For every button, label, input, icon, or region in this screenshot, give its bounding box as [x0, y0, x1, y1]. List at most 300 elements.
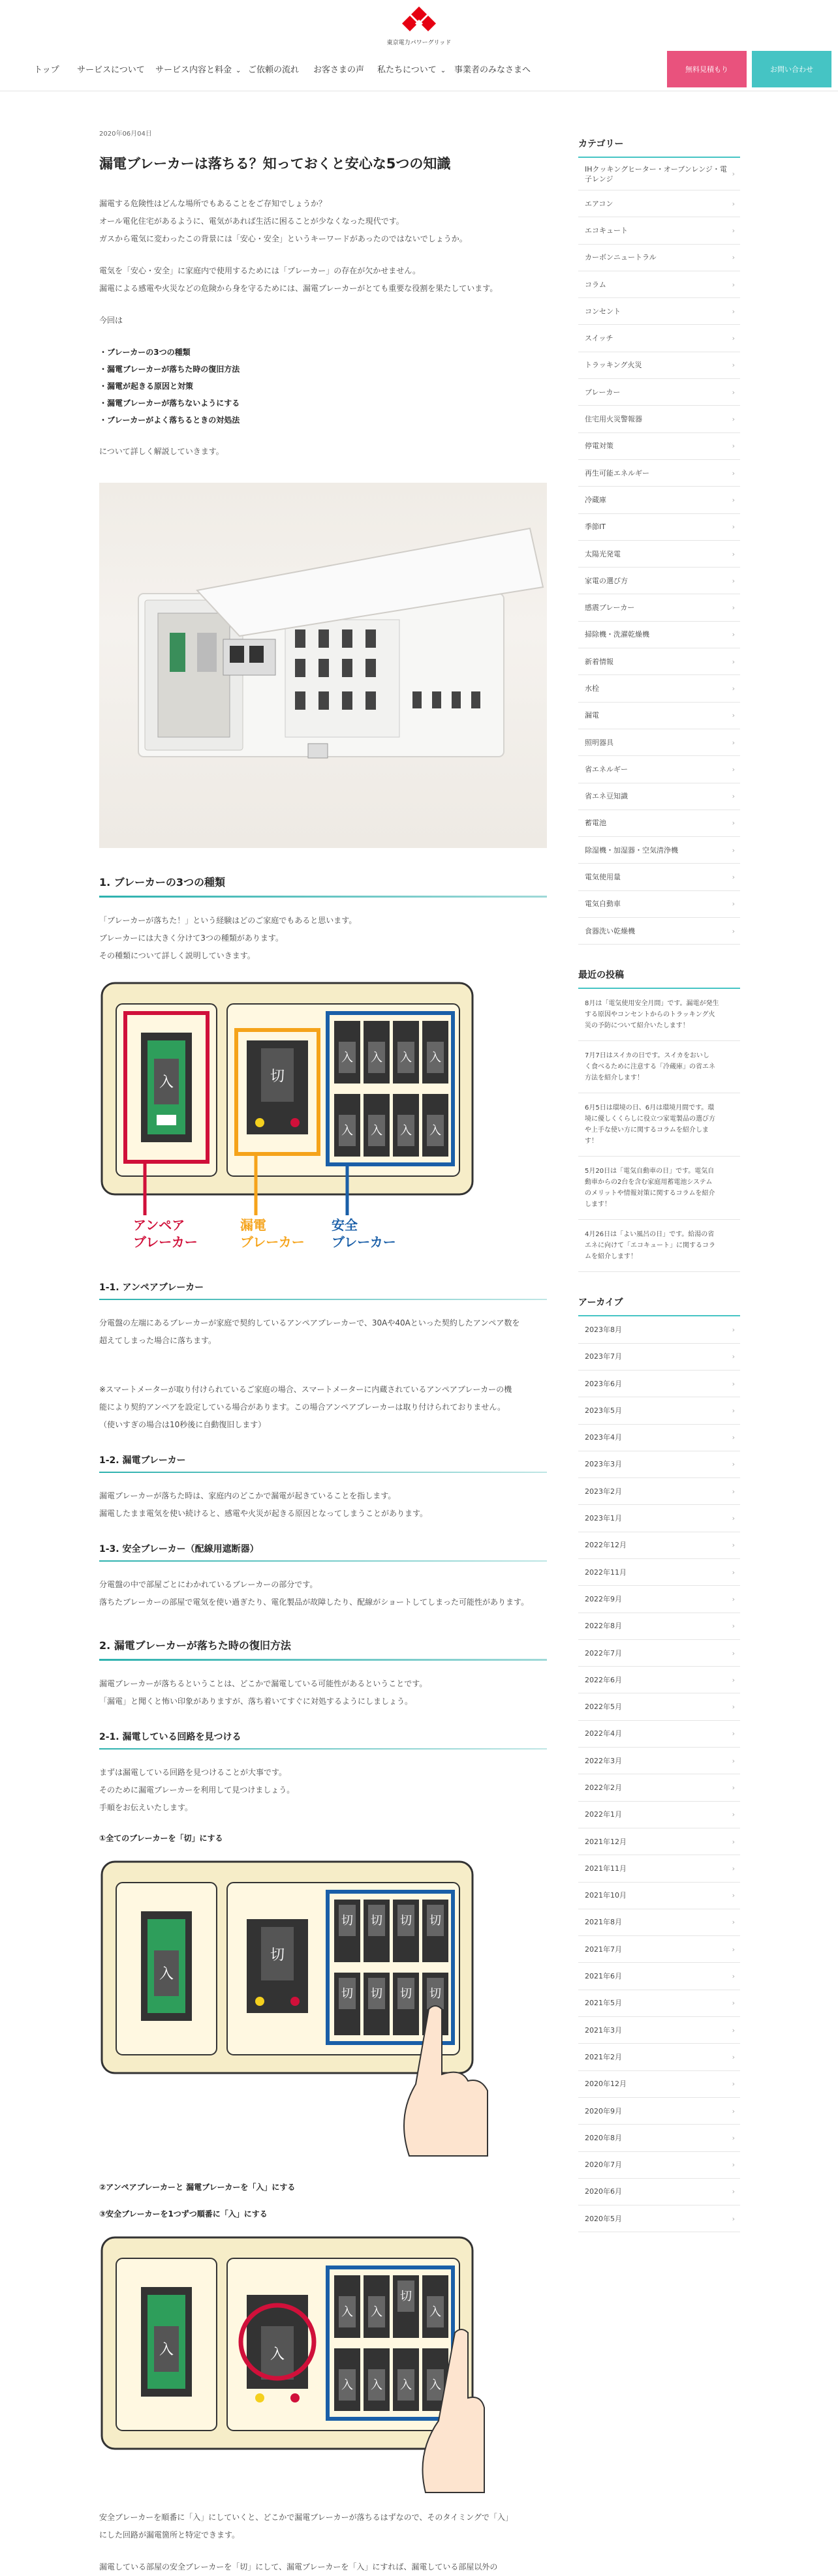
category-item-label: スイッチ	[585, 334, 613, 343]
chevron-right-icon: ›	[732, 1891, 735, 1900]
archive-item-label: 2021年11月	[585, 1864, 627, 1873]
category-item-label: トラッキング火災	[585, 361, 642, 370]
recent-post-link[interactable]	[578, 989, 740, 1041]
recent-post-line: や上手な使い方に関するコラムを紹介しま	[585, 1127, 709, 1134]
archive-item[interactable]	[578, 1909, 740, 1936]
leak-switch-label: 入	[270, 2346, 285, 2363]
chevron-right-icon: ›	[732, 1352, 735, 1361]
recent-post-line: 8月は「電気使用安全月間」です。漏電が発生	[585, 1000, 719, 1008]
archive-item-label: 2022年6月	[585, 1675, 622, 1684]
recent-post-link[interactable]	[578, 1093, 740, 1157]
chevron-right-icon: ›	[732, 199, 735, 208]
category-item-label: エコキュート	[585, 226, 628, 235]
text-line: ブレーカーには大きく分けて3つの種類があります。	[99, 933, 283, 943]
archive-item-label: 2021年5月	[585, 1999, 622, 2008]
archive-item[interactable]	[578, 1316, 740, 1343]
category-item[interactable]	[578, 460, 740, 487]
switch-on-text: 入	[341, 2305, 353, 2319]
section-heading-1: 1. ブレーカーの3つの種類	[99, 874, 547, 898]
step-3-diagram	[99, 2235, 491, 2496]
amp-switch-label: 入	[159, 2342, 174, 2358]
category-item-label: 照明器具	[585, 738, 613, 747]
text-line: 電気を「安心・安全」に家庭内で使用するためには「ブレーカー」の存在が欠かせません。	[99, 266, 421, 275]
archive-item[interactable]	[578, 1855, 740, 1882]
chevron-right-icon: ›	[732, 442, 735, 451]
text-line: （使いすぎの場合は10秒後に自動復旧します）	[99, 1420, 266, 1429]
subsection-2-1-text	[99, 1764, 547, 1817]
logo-text: 東京電力パワーグリッド	[386, 40, 452, 46]
chevron-right-icon: ›	[732, 2080, 735, 2089]
archive-item-label: 2020年9月	[585, 2106, 622, 2115]
category-item-label: 漏電	[585, 711, 599, 720]
step-3-result-text	[99, 2509, 547, 2576]
category-item-label: 停電対策	[585, 442, 613, 451]
chevron-right-icon: ›	[732, 495, 735, 504]
amp-switch-label: 入	[159, 1966, 174, 1982]
text-line: その種類について詳しく説明していきます。	[99, 951, 255, 960]
recent-post-line: 災の予防について紹介いたします！	[585, 1022, 689, 1030]
category-item-label: 再生可能エネルギー	[585, 468, 649, 477]
category-item[interactable]	[578, 352, 740, 379]
switch-off-text: 切	[341, 1987, 353, 2001]
chevron-right-icon: ›	[732, 1756, 735, 1765]
archive-item-label: 2020年7月	[585, 2160, 622, 2170]
archive-item[interactable]	[578, 1532, 740, 1559]
archive-item-label: 2020年5月	[585, 2214, 622, 2223]
recent-post-line: のメリットや情報対策に関するコラムを紹介	[585, 1190, 715, 1198]
nav-pricing[interactable]	[155, 63, 241, 75]
category-item-label: 太陽光発電	[585, 549, 621, 558]
recent-post-link[interactable]	[578, 1041, 740, 1093]
chevron-right-icon: ›	[732, 1487, 735, 1496]
archive-item-label: 2021年8月	[585, 1918, 622, 1927]
text-line: ※スマートメーターが取り付けられているご家庭の場合、スマートメーターに内蔵されているアンペアブレーカーの機	[99, 1385, 512, 1394]
recent-post-line: 動車からの2台を含む家庭用蓄電池システム	[585, 1179, 713, 1187]
category-item[interactable]	[578, 245, 740, 271]
category-item-label: 住宅用火災警報器	[585, 415, 642, 424]
switch-off-text: 切	[429, 1914, 441, 1928]
category-item[interactable]	[578, 648, 740, 675]
category-item[interactable]	[578, 298, 740, 325]
category-item[interactable]	[578, 158, 740, 190]
section-heading-2: 2. 漏電ブレーカーが落ちた時の復旧方法	[99, 1637, 547, 1661]
archive-item-label: 2022年2月	[585, 1783, 622, 1792]
switch-off-text: 切	[371, 1914, 382, 1928]
category-item[interactable]	[578, 190, 740, 217]
recent-post-line: 5月20日は「電気自動車の日」です。電気自	[585, 1168, 715, 1175]
category-item[interactable]	[578, 541, 740, 568]
archive-item[interactable]	[578, 1478, 740, 1505]
archive-item[interactable]	[578, 2179, 740, 2205]
archive-item[interactable]	[578, 1990, 740, 2017]
category-item[interactable]	[578, 783, 740, 810]
category-item-label: 除湿機・加湿器・空気清浄機	[585, 845, 678, 855]
category-item[interactable]	[578, 568, 740, 594]
article	[99, 128, 547, 2576]
chevron-right-icon: ›	[732, 1648, 735, 1658]
nav-business[interactable]: 事業者のみなさまへ	[454, 65, 531, 75]
subsection-1-1-note	[99, 1381, 547, 1434]
category-item-label: 家電の選び方	[585, 576, 628, 585]
category-item-label: 省エネ豆知識	[585, 792, 628, 801]
archive-item[interactable]	[578, 1613, 740, 1640]
switch-off-text: 切	[429, 1987, 441, 2001]
chevron-right-icon: ›	[732, 2133, 735, 2142]
logo-mark-icon	[401, 5, 437, 34]
category-item[interactable]	[578, 271, 740, 298]
switch-off-text: 切	[400, 1987, 412, 2001]
archive-item[interactable]	[578, 1936, 740, 1963]
archive-item-label: 2022年1月	[585, 1810, 622, 1819]
switch-on-text: 入	[400, 1051, 412, 1065]
chevron-right-icon: ›	[732, 523, 735, 532]
list-item: ・漏電ブレーカーが落ちた時の復旧方法	[99, 365, 240, 374]
chevron-right-icon: ›	[732, 684, 735, 693]
nav-service[interactable]: サービスについて	[77, 65, 145, 75]
archive-item-label: 2023年3月	[585, 1460, 622, 1469]
chevron-down-icon: ⌄	[236, 67, 241, 74]
archive-item-label: 2022年4月	[585, 1729, 622, 1738]
list-item: ・漏電が起きる原因と対策	[99, 382, 194, 391]
archive-item-label: 2020年12月	[585, 2080, 627, 2089]
category-item-label: IHクッキングヒーター・オーブンレンジ・電子レンジ	[585, 164, 727, 183]
category-item[interactable]	[578, 703, 740, 729]
switch-on-text: 入	[429, 1051, 441, 1065]
chevron-right-icon: ›	[732, 1945, 735, 1954]
archive-item[interactable]	[578, 1883, 740, 1909]
category-item[interactable]	[578, 379, 740, 406]
text-line: まずは漏電している回路を見つけることが大事です。	[99, 1768, 287, 1777]
category-item[interactable]	[578, 675, 740, 702]
chevron-right-icon: ›	[732, 1918, 735, 1927]
category-item[interactable]	[578, 729, 740, 756]
archive-item[interactable]	[578, 1693, 740, 1720]
switch-on-text: 入	[429, 2378, 441, 2392]
subsection-heading-1-2: 1-2. 漏電ブレーカー	[99, 1453, 547, 1473]
chevron-right-icon: ›	[732, 387, 735, 397]
text-line: 漏電ブレーカーが落ちた時は、家庭内のどこかで漏電が起きていることを指します。	[99, 1491, 396, 1500]
breaker-photo-illustration	[99, 483, 547, 848]
recent-post-line: ムを紹介します！	[585, 1253, 637, 1261]
archive-item[interactable]	[578, 1828, 740, 1855]
page-title: 漏電ブレーカーは落ちる？知っておくと安心な5つの知識	[99, 156, 451, 172]
breaker-types-diagram	[99, 980, 475, 1261]
safe-breaker-label-1: 安全	[332, 1217, 358, 1233]
switch-on-text: 入	[341, 1051, 353, 1065]
chevron-right-icon: ›	[732, 1514, 735, 1523]
nav-top[interactable]: トップ	[34, 65, 59, 75]
chevron-right-icon: ›	[732, 1729, 735, 1738]
safe-breaker-label-2: ブレーカー	[332, 1234, 396, 1250]
chevron-right-icon: ›	[732, 415, 735, 424]
chevron-right-icon: ›	[732, 926, 735, 935]
chevron-right-icon: ›	[732, 1433, 735, 1442]
chevron-right-icon: ›	[732, 819, 735, 828]
chevron-right-icon: ›	[732, 1594, 735, 1603]
list-item: ・ブレーカーの3つの種類	[99, 348, 191, 357]
archive-item[interactable]	[578, 1802, 740, 1828]
category-list	[578, 158, 740, 945]
chevron-right-icon: ›	[732, 657, 735, 666]
chevron-right-icon: ›	[732, 549, 735, 558]
text-line: 「ブレーカーが落ちた！」という経験はどのご家庭でもあると思います。	[99, 916, 357, 925]
subsection-heading-1-3: 1-3. 安全ブレーカー（配線用遮断器）	[99, 1542, 547, 1562]
intro-paragraph-2	[99, 262, 547, 297]
archive-item-label: 2021年2月	[585, 2052, 622, 2061]
category-item[interactable]	[578, 325, 740, 352]
archive-item[interactable]	[578, 2152, 740, 2179]
category-item[interactable]	[578, 918, 740, 945]
chevron-right-icon: ›	[732, 845, 735, 855]
switch-on-text: 入	[341, 2378, 353, 2392]
archive-item[interactable]	[578, 1559, 740, 1586]
chevron-right-icon: ›	[732, 900, 735, 909]
archive-item-label: 2023年1月	[585, 1514, 622, 1523]
text-line: そのために漏電ブレーカーを利用して見つけましょう。	[99, 1785, 295, 1795]
site-logo[interactable]	[386, 5, 452, 46]
text-line: 能により契約アンペアを設定している場合があります。この場合アンペアブレーカーは取り付けられておりません。	[99, 1402, 506, 1412]
category-item-label: 水栓	[585, 684, 599, 693]
switch-on-text: 入	[371, 2305, 382, 2319]
section-2-text	[99, 1675, 547, 1710]
switch-on-text: 入	[429, 1124, 441, 1138]
archive-item-label: 2023年4月	[585, 1433, 622, 1442]
chevron-right-icon: ›	[732, 576, 735, 585]
chevron-right-icon: ›	[732, 1703, 735, 1712]
category-item[interactable]	[578, 217, 740, 244]
archive-item[interactable]	[578, 1425, 740, 1451]
category-item-label: 掃除機・洗濯乾燥機	[585, 630, 649, 639]
subsection-1-2-text	[99, 1487, 547, 1523]
chevron-down-icon: ⌄	[440, 67, 446, 74]
archive-item[interactable]	[578, 2017, 740, 2044]
switch-on-text: 入	[371, 2378, 382, 2392]
leak-breaker-label-2: ブレーカー	[240, 1234, 305, 1250]
amp-breaker-label-2: ブレーカー	[133, 1234, 198, 1250]
archive-item-label: 2021年10月	[585, 1891, 627, 1900]
category-heading: カテゴリー	[578, 137, 740, 158]
archive-item-label: 2021年7月	[585, 1945, 622, 1954]
archive-item-label: 2022年3月	[585, 1756, 622, 1765]
recent-post-line: エネに向けて「エコキュート」に関するコラ	[585, 1242, 715, 1250]
archive-item[interactable]	[578, 1640, 740, 1667]
text-line: 漏電したまま電気を使い続けると、感電や火災が起きる原因となってしまうことがあります。	[99, 1509, 428, 1518]
archive-item[interactable]	[578, 1586, 740, 1613]
category-item-label: 冷蔵庫	[585, 495, 606, 504]
archive-item[interactable]	[578, 2125, 740, 2151]
chevron-right-icon: ›	[732, 1460, 735, 1469]
text-line: 「漏電」と聞くと怖い印象がありますが、落ち着いてすぐに対処するようにしましょう。	[99, 1697, 413, 1706]
recent-post-line: 6月5日は環境の日、6月は環境月間です。環	[585, 1104, 715, 1112]
estimate-button[interactable]: 無料見積もり	[667, 51, 747, 87]
chevron-right-icon: ›	[732, 170, 735, 178]
archive-item[interactable]	[578, 1371, 740, 1397]
recent-post-line: する原因やコンセントからのトラッキング火	[585, 1011, 715, 1019]
nav-pricing-label: サービス内容と料金	[155, 65, 232, 75]
category-item-label: ブレーカー	[585, 387, 621, 397]
recent-post-line: 4月26日は「よい風呂の日」です。給湯の省	[585, 1231, 715, 1239]
amp-breaker-label-1: アンペア	[133, 1217, 185, 1233]
archive-item[interactable]	[578, 1397, 740, 1424]
category-item-label: 食器洗い乾燥機	[585, 926, 635, 935]
chevron-right-icon: ›	[732, 1810, 735, 1819]
recent-post-line: 方法を紹介します！	[585, 1074, 644, 1082]
archive-item-label: 2023年2月	[585, 1487, 622, 1496]
archive-item-label: 2023年6月	[585, 1379, 622, 1388]
chevron-right-icon: ›	[732, 1864, 735, 1873]
chevron-right-icon: ›	[732, 1406, 735, 1415]
category-item[interactable]	[578, 406, 740, 432]
topic-list	[99, 344, 547, 429]
chevron-right-icon: ›	[732, 792, 735, 801]
category-item[interactable]	[578, 864, 740, 890]
step-1-diagram	[99, 1859, 491, 2166]
nav-flow[interactable]: ご依頼の流れ	[248, 65, 300, 75]
archive-item[interactable]	[578, 1667, 740, 1693]
archive-item[interactable]	[578, 1774, 740, 1801]
archive-item[interactable]	[578, 2044, 740, 2070]
recent-post-line: く食べるために注意する「冷蔵庫」の省エネ	[585, 1063, 715, 1071]
leak-breaker-label-1: 漏電	[240, 1217, 266, 1233]
list-item: ・ブレーカーがよく落ちるときの対処法	[99, 416, 240, 425]
today-text: 今回は	[99, 316, 123, 325]
chevron-right-icon: ›	[732, 468, 735, 477]
nav-voice[interactable]: お客さまの声	[313, 65, 365, 75]
explain-text: について詳しく解説していきます。	[99, 447, 224, 456]
contact-button[interactable]: お問い合わせ	[752, 51, 831, 87]
chevron-right-icon: ›	[732, 1837, 735, 1846]
switch-off-text: 切	[371, 1987, 382, 2001]
switch-off-text: 切	[400, 2290, 412, 2303]
category-item-label: 新着情報	[585, 657, 613, 666]
archive-item-label: 2020年6月	[585, 2187, 622, 2196]
recent-posts-list	[578, 989, 740, 1272]
recent-post-link[interactable]	[578, 1220, 740, 1272]
chevron-right-icon: ›	[732, 2160, 735, 2170]
archive-item-label: 2021年3月	[585, 2025, 622, 2035]
recent-post-link[interactable]	[578, 1157, 740, 1220]
text-line: 落ちたブレーカーの部屋で電気を使い過ぎたり、電化製品が故障したり、配線がショートしてしまった可能性があります。	[99, 1598, 529, 1607]
site-header	[0, 0, 838, 91]
archive-item[interactable]	[578, 1963, 740, 1990]
category-item[interactable]	[578, 514, 740, 541]
post-date: 2020年06月04日	[99, 130, 152, 138]
subsection-heading-2-1: 2-1. 漏電している回路を見つける	[99, 1730, 547, 1750]
category-item-label: 電気自動車	[585, 900, 621, 909]
archive-item-label: 2021年12月	[585, 1837, 627, 1846]
text-line: 漏電ブレーカーが落ちるということは、どこかで漏電している可能性があるということです。	[99, 1679, 427, 1688]
chevron-right-icon: ›	[732, 603, 735, 613]
text-line: ガスから電気に変わったこの背景には「安心・安全」というキーワードがあったのではないでしょうか。	[99, 234, 467, 243]
category-item[interactable]	[578, 487, 740, 513]
recent-post-line: 7月7日はスイカの日です。スイカをおいし	[585, 1052, 709, 1060]
category-item[interactable]	[578, 594, 740, 621]
archive-item[interactable]	[578, 1505, 740, 1532]
category-item[interactable]	[578, 891, 740, 918]
switch-on-text: 入	[400, 1124, 412, 1138]
nav-about[interactable]	[377, 63, 446, 75]
switch-on-text: 入	[341, 1124, 353, 1138]
category-item-label: 省エネルギー	[585, 765, 628, 774]
switch-off-text: 切	[400, 1914, 412, 1928]
chevron-right-icon: ›	[732, 2025, 735, 2035]
archive-item[interactable]	[578, 1451, 740, 1478]
chevron-right-icon: ›	[732, 630, 735, 639]
text-line: 漏電している部屋の安全ブレーカーを「切」にして、漏電ブレーカーを「入」にすれば、漏電している部屋以外の	[99, 2562, 498, 2571]
category-item[interactable]	[578, 837, 740, 864]
subsection-1-1-text	[99, 1314, 547, 1350]
subsection-heading-1-1: 1-1. アンペアブレーカー	[99, 1280, 547, 1300]
archive-item-label: 2023年8月	[585, 1325, 622, 1334]
archive-item[interactable]	[578, 1344, 740, 1371]
text-line: 手順をお伝えいたします。	[99, 1803, 193, 1812]
leak-switch-label: 切	[270, 1068, 285, 1085]
text-line: 分電盤の中で部屋ごとにわかれているブレーカーの部分です。	[99, 1580, 318, 1589]
sidebar	[578, 137, 740, 2232]
step-3-heading: ③安全ブレーカーを1つずつ順番に「入」にする	[99, 2209, 268, 2219]
category-item-label: 蓄電池	[585, 819, 606, 828]
chevron-right-icon: ›	[732, 873, 735, 882]
archive-heading: アーカイブ	[578, 1296, 740, 1316]
category-item[interactable]	[578, 622, 740, 648]
text-line: 漏電する危険性はどんな場所でもあることをご存知でしょうか？	[99, 199, 327, 208]
text-line: にした回路が漏電箇所と特定できます。	[99, 2530, 240, 2539]
intro-paragraph-1	[99, 195, 547, 248]
category-item-label: エアコン	[585, 199, 613, 208]
chevron-right-icon: ›	[732, 2214, 735, 2223]
archive-item[interactable]	[578, 2205, 740, 2232]
text-line: 超えてしまった場合に落ちます。	[99, 1336, 217, 1345]
chevron-right-icon: ›	[732, 711, 735, 720]
archive-item[interactable]	[578, 2098, 740, 2125]
archive-item-label: 2023年7月	[585, 1352, 622, 1361]
archive-item[interactable]	[578, 2071, 740, 2098]
chevron-right-icon: ›	[732, 361, 735, 370]
archive-item-label: 2022年5月	[585, 1703, 622, 1712]
switch-on-text: 入	[371, 1051, 382, 1065]
chevron-right-icon: ›	[732, 1783, 735, 1792]
archive-item-label: 2022年9月	[585, 1594, 622, 1603]
chevron-right-icon: ›	[732, 2187, 735, 2196]
archive-item[interactable]	[578, 1748, 740, 1774]
section-1-text	[99, 912, 547, 965]
archive-list	[578, 1316, 740, 2232]
chevron-right-icon: ›	[732, 1999, 735, 2008]
category-item[interactable]	[578, 756, 740, 783]
chevron-right-icon: ›	[732, 1541, 735, 1550]
nav-about-label: 私たちについて	[377, 65, 437, 75]
category-item[interactable]	[578, 810, 740, 837]
recent-post-line: す！	[585, 1138, 598, 1145]
category-item[interactable]	[578, 433, 740, 460]
chevron-right-icon: ›	[732, 1622, 735, 1631]
chevron-right-icon: ›	[732, 334, 735, 343]
list-item: ・漏電ブレーカーが落ちないようにする	[99, 399, 240, 408]
text-line: オール電化住宅があるように、電気があれば生活に困ることが少なくなった現代です。	[99, 217, 404, 226]
archive-item[interactable]	[578, 1721, 740, 1748]
recent-post-line: します！	[585, 1201, 611, 1209]
text-line: 分電盤の左端にあるブレーカーが家庭で契約しているアンペアブレーカーで、30Aや40Aといった契約したアンペア数を	[99, 1318, 520, 1327]
chevron-right-icon: ›	[732, 765, 735, 774]
chevron-right-icon: ›	[732, 226, 735, 235]
recent-post-line: 境に優しくくらしに役立つ家電製品の選び方	[585, 1115, 715, 1123]
subsection-1-3-text	[99, 1576, 547, 1611]
chevron-right-icon: ›	[732, 2052, 735, 2061]
chevron-right-icon: ›	[732, 738, 735, 747]
category-item-label: 電気使用量	[585, 873, 621, 882]
breaker-panel-photo	[99, 483, 547, 848]
archive-item-label: 2023年5月	[585, 1406, 622, 1415]
